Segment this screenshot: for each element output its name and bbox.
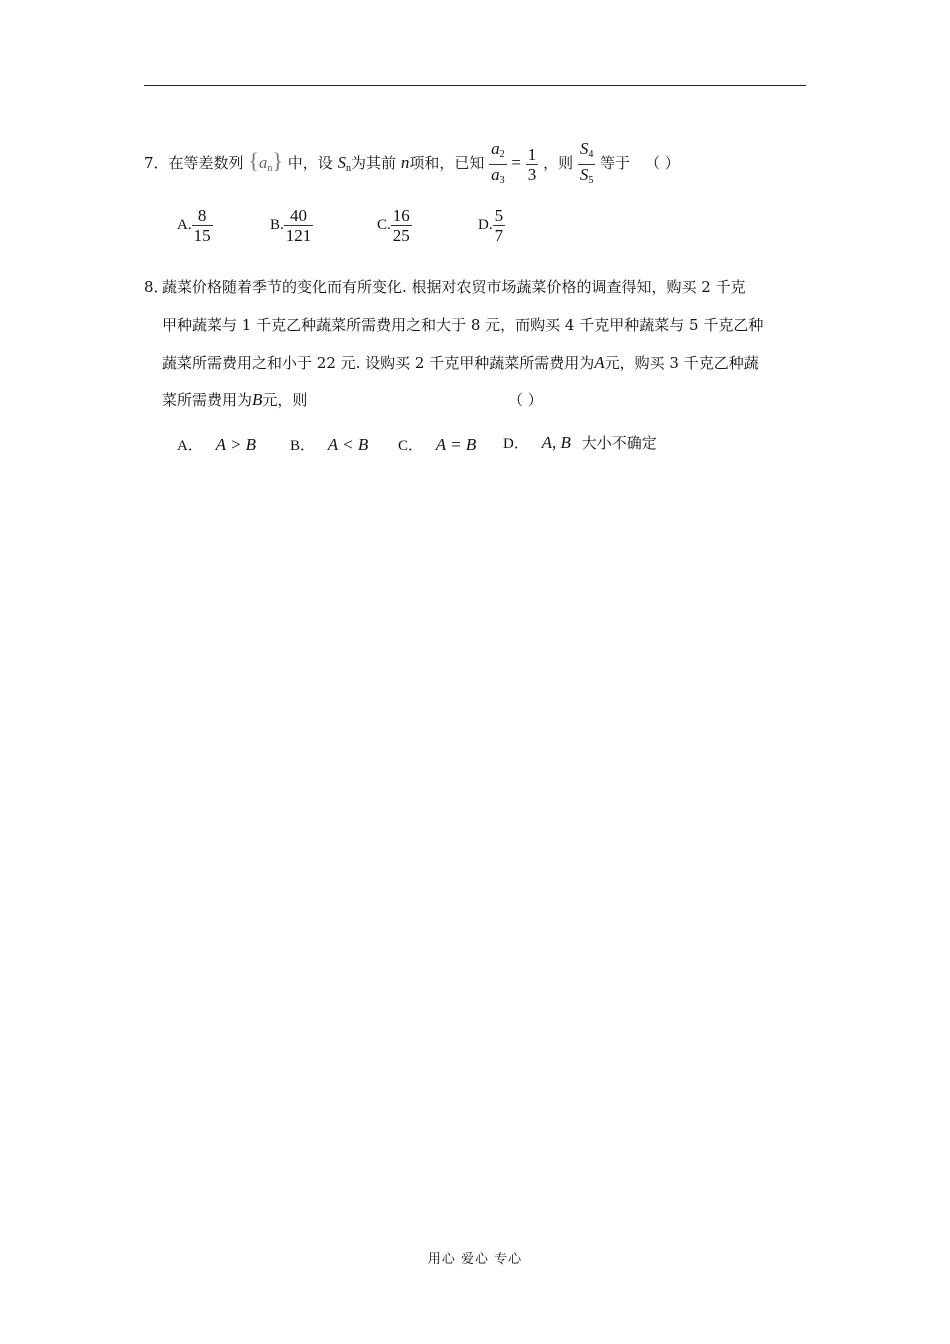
q7-text-3: 为其前 — [351, 154, 397, 172]
n-symbol: n — [400, 153, 410, 172]
option-d-fraction: $\frac{5}{7}$ — [494, 205, 504, 245]
option-a-fraction: $\frac{8}{15}$ — [193, 205, 211, 245]
q7-option-b: B. $\frac{40}{121}$ — [270, 205, 312, 245]
q7-option-c: C. $\frac{16}{25}$ — [377, 205, 410, 245]
option-c-fraction: $\frac{16}{25}$ — [392, 205, 410, 245]
q8-line-3: 蔬菜所需费用之和小于 22 元. 设购买 2 千克甲种蔬菜所需费用为A元，购买 3 千克乙种蔬 — [162, 353, 759, 372]
q8-option-b: B． A < B — [290, 435, 369, 454]
q7-text-2: 中，设 — [287, 154, 333, 172]
fraction-one-third: $\frac{1}{3}$ — [527, 144, 537, 184]
q7-option-a: A. $\frac{8}{15}$ — [177, 205, 211, 245]
q8-line-1: 蔬菜价格随着季节的变化而有所变化. 根据对农贸市场蔬菜价格的调查得知，购买 2 千克 — [162, 278, 746, 296]
q8-line-2: 甲种蔬菜与 1 千克乙种蔬菜所需费用之和大于 8 元，而购买 4 千克甲种蔬菜与 5 千克乙种 — [162, 316, 764, 334]
q7-option-d: D. $\frac{5}{7}$ — [478, 205, 504, 245]
q8-line-4: 菜所需费用为B元，则 — [162, 390, 308, 409]
q7-text-6: 等于 — [600, 154, 631, 172]
q8-option-d: D． A, B 大小不确定 — [503, 433, 657, 452]
option-b-fraction: $\frac{40}{121}$ — [285, 205, 312, 245]
left-brace-icon: { — [248, 148, 259, 173]
q7-text-5: ，则 — [543, 154, 574, 172]
var-a: A — [594, 353, 605, 372]
ratio-a2-a3: $\frac{a_2}{a_3}$ — [489, 139, 507, 190]
q7-text-1: 在等差数列 — [168, 154, 244, 172]
q8-answer-paren: （ ） — [508, 391, 543, 409]
question-7 — [144, 136, 680, 186]
seq-term: $a_n$ — [258, 153, 273, 174]
q7-text-4: 项和，已知 — [409, 154, 485, 172]
q7-number: 7． — [144, 154, 169, 172]
q8-number: 8． — [144, 278, 169, 296]
var-b: B — [252, 390, 263, 409]
header-rule — [144, 85, 806, 86]
right-brace-icon: } — [272, 148, 283, 173]
q7-answer-paren: （ ） — [644, 154, 680, 172]
sum-symbol: $S_n$ — [337, 153, 352, 174]
q8-option-c: C． A = B — [398, 435, 477, 454]
ratio-s4-s5: $\frac{S_4}{S_5}$ — [578, 139, 596, 190]
page-footer: 用心 爱心 专心 — [427, 1252, 523, 1267]
equals-sign: = — [511, 153, 522, 172]
q8-option-a: A． A > B — [177, 435, 257, 454]
